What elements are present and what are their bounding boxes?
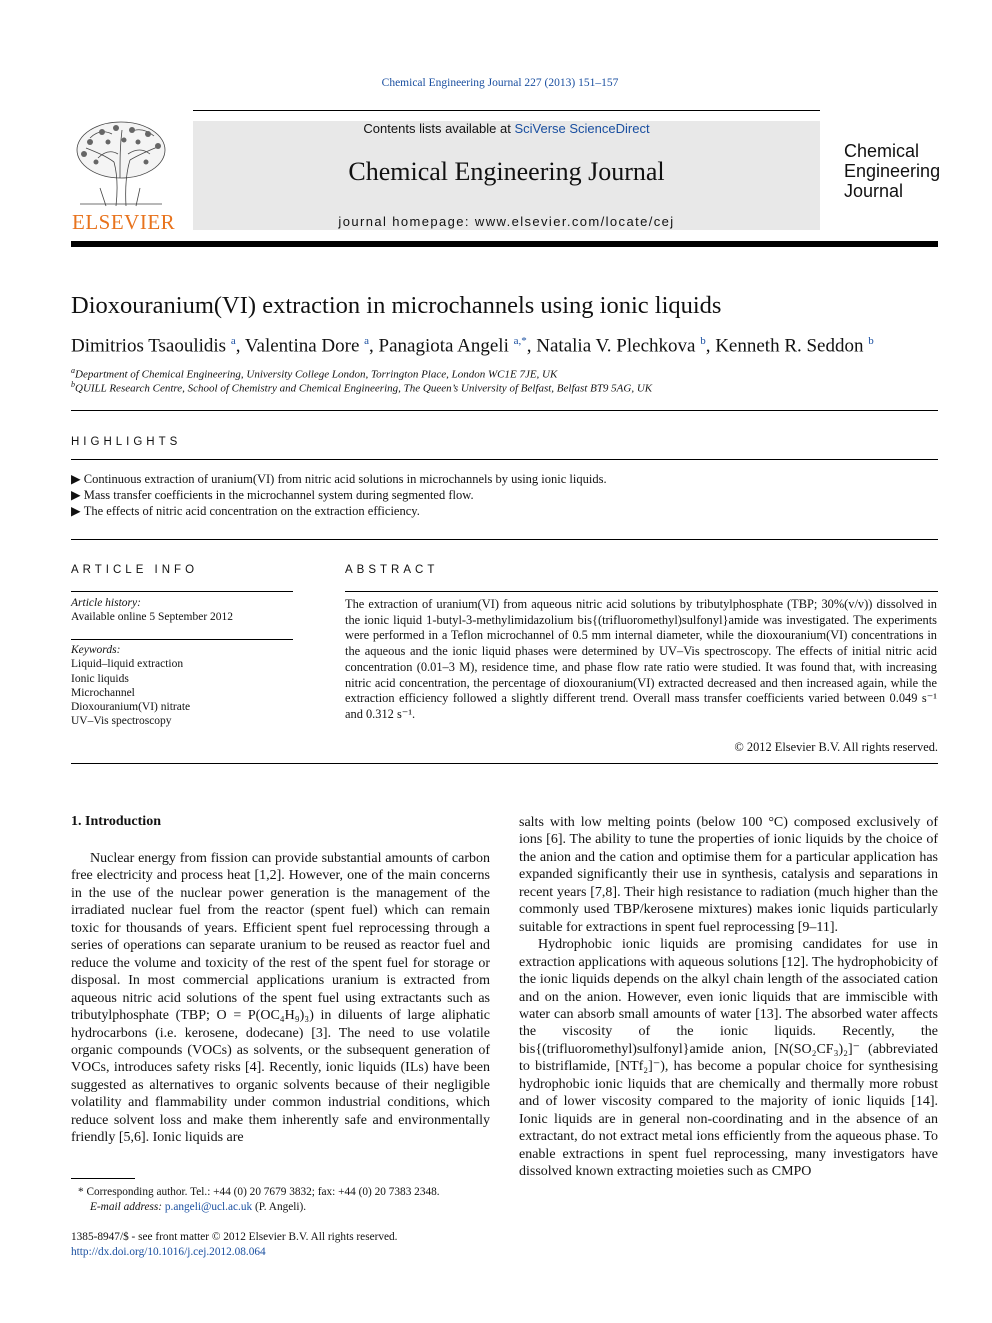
author-affil-mark[interactable]: a <box>364 335 370 347</box>
highlights-rule <box>71 459 938 460</box>
doi-link[interactable]: http://dx.doi.org/10.1016/j.cej.2012.08.064 <box>71 1246 266 1258</box>
keywords-rule <box>71 639 293 640</box>
journal-citation[interactable]: Chemical Engineering Journal 227 (2013) 151–157 <box>381 77 619 89</box>
keyword: Dioxouranium(VI) nitrate <box>71 701 191 714</box>
journal-title: Chemical Engineering Journal <box>348 157 665 186</box>
corresponding-footnote: * Corresponding author. Tel.: +44 (0) 20 7679 3832; fax: +44 (0) 20 7383 2348. <box>78 1186 440 1198</box>
highlight-text: The effects of nitric acid concentration on the extraction efficiency. <box>83 504 420 518</box>
issn-line: 1385-8947/$ - see front matter © 2012 Elsevier B.V. All rights reserved. <box>71 1231 398 1243</box>
bullet-triangle-icon: ▶ <box>71 472 84 486</box>
author-name: Dimitrios Tsaoulidis <box>71 335 227 357</box>
body-left-column <box>71 850 490 1147</box>
copyright: © 2012 Elsevier B.V. All rights reserved. <box>734 740 938 754</box>
author-affil-mark[interactable]: b <box>868 335 874 347</box>
journal-logo-line: Journal <box>844 181 904 201</box>
email-link[interactable]: p.angeli@ucl.ac.uk <box>164 1201 253 1213</box>
author-list: Dimitrios Tsaoulidis $^a$, Valentina Dore $^a$, Panagiota Angeli $^{a,*}$, Natalia V. Plechkova $^b$, Kenneth R. Seddon $^b$ <box>71 335 874 357</box>
author-affil-mark[interactable]: b <box>700 335 706 347</box>
author-name: Natalia V. Plechkova <box>536 335 696 357</box>
elsevier-tree-logo <box>70 118 172 208</box>
keywords-block <box>71 643 190 729</box>
article-info-heading: ARTICLE INFO <box>71 564 199 576</box>
email-suffix: (P. Angeli). <box>252 1201 307 1213</box>
history-value: Available online 5 September 2012 <box>71 611 234 624</box>
author-name: Kenneth R. Seddon <box>715 335 864 357</box>
keyword: Microchannel <box>71 686 135 699</box>
keyword: UV–Vis spectroscopy <box>71 715 172 728</box>
contents-line <box>193 121 820 136</box>
highlight-item <box>71 487 474 503</box>
history-label: Article history: <box>71 597 141 609</box>
footnote-rule <box>71 1178 135 1179</box>
author-affil-mark[interactable]: a,* <box>513 335 527 347</box>
elsevier-logo-text: ELSEVIER <box>72 210 176 234</box>
abstract-heading: ABSTRACT <box>345 564 439 576</box>
contents-prefix: Contents lists available at <box>363 121 515 136</box>
keyword: Ionic liquids <box>71 672 129 685</box>
author-name: Valentina Dore <box>244 335 360 357</box>
sciencedirect-link[interactable]: SciVerse ScienceDirect <box>514 121 650 136</box>
highlights-bottom-rule <box>71 539 938 540</box>
abstract-text: The extraction of uranium(VI) from aqueous nitric acid solutions by tributylphosphate (TBP; 30%(v/v)) dissolved in the ionic liquid 1-butyl-3-methylimidazolium bis{(trifluoromethyl)sulfonyl}amide was investigated. The experiments were performed in a Teflon microchannel of 0.5 mm internal diameter, while the dioxouranium(VI) concentrations in the aqueous and the ionic liquid phases were determined by UV–Vis spectroscopy. The effects of initial nitric acid concentration (0.01–3 M), residence time, and phase flow rate ratio were studied. It was found that, with increasing nitric acid concentration, the percentage of dioxouranium(VI) extracted decreased and then increased again, while the extraction efficiency followed a slightly different trend. Overall mass transfer coefficients varied between 0.049 s⁻¹ and 0.312 s⁻¹. <box>345 597 937 721</box>
section-heading: 1. Introduction <box>71 814 161 829</box>
journal-banner <box>193 121 820 230</box>
abstract-rule <box>345 591 938 592</box>
highlights-heading: HIGHLIGHTS <box>71 436 182 448</box>
affiliation-mark: b <box>71 380 75 389</box>
affiliation <box>71 380 652 395</box>
affiliation-mark: a <box>71 366 75 375</box>
bullet-triangle-icon: ▶ <box>71 504 84 518</box>
header-top-rule <box>193 110 820 111</box>
keywords-label: Keywords: <box>71 644 121 656</box>
body-paragraph: Hydrophobic ionic liquids are promising candidates for use in extraction applications with aqueous solutions [12]. The hydrophobicity of the ionic liquids depends on the alkyl chain length of the associated cation and on the anion. However, even ionic liquids that are immiscible with water can absorb small amounts of water [13]. The absorbed water affects the viscosity of the ionic liquids. Recently, the bis{(trifluoromethyl)sulfonyl}amide anion, [N(SO₂CF₃)₂]⁻ (abbreviated to bistriflamide, [NTf₂]⁻), has become a popular choice for synthesising hydrophobic ionic liquids that are chemically and thermally more robust and of lower viscosity compared to the majority of ionic liquids [14]. Ionic liquids are in general non-coordinating and in the absence of an extractant, do not extract metal ions efficiently from the aqueous phase. To enable extractions in spent fuel reprocessing, many investigators have dissolved known extracting moieties such as CMPO <box>519 937 938 1180</box>
highlight-text: Continuous extraction of uranium(VI) from nitric acid solutions in microchannels by using ionic liquids. <box>83 472 607 486</box>
email-label: E-mail address: <box>90 1201 163 1213</box>
journal-homepage[interactable]: journal homepage: www.elsevier.com/locate/cej <box>338 214 675 229</box>
body-right-column <box>519 814 938 1181</box>
header-thick-rule <box>71 241 938 247</box>
body-paragraph: salts with low melting points (below 100 °C) composed exclusively of ions [6]. The ability to tune the properties of ionic liquids by the choice of the anion and the cation and optimise them for a particular application has expanded significantly their use in synthesis, catalysis and separations in recent years [7,8]. Their high resistance to radiation (much higher than the commonly used TBP/kerosene mixtures) makes ionic liquids particularly suitable for extractions in spent fuel reprocessing [9–11]. <box>519 815 938 935</box>
author-name: Panagiota Angeli <box>378 335 509 357</box>
email-footnote <box>90 1200 306 1215</box>
journal-logo-line: Chemical <box>844 141 920 161</box>
article-title: Dioxouranium(VI) extraction in microchannels using ionic liquids <box>71 292 722 319</box>
body-paragraph: Nuclear energy from fission can provide substantial amounts of carbon free electricity and process heat [1,2]. However, one of the main concerns in the use of the nuclear power generation is the management of the irradiated nuclear fuel from the reactor (spent fuel) which can remain toxic for thousands of years. Efficient spent fuel reprocessing through a series of operations can separate uranium to be reused as reactor fuel and reduce the volume and toxicity of the rest of the spent fuel for storage or disposal. In most commercial applications uranium is extracted from aqueous nitric acid solutions of the spent fuel using extractants such as tributylphosphate (TBP; O = P(OC₄H₉)₃) in diluents of large aliphatic hydrocarbons (i.e. kerosene, dodecane) [3]. The need to use volatile organic compounds (VOCs) as solvents, or the subsequent generation of VOCs, introduces safety risks [4]. Recently, ionic liquids (ILs) have been suggested as alternatives to organic solvents because of their negligible volatility and flammability under common industrial conditions, which reduce solvent loss and make them inherently safe and environmentally friendly [5,6]. Ionic liquids are <box>71 851 490 1146</box>
article-info-rule <box>71 591 293 592</box>
journal-logo-line: Engineering <box>844 161 941 181</box>
highlight-item <box>71 503 420 519</box>
keyword: Liquid–liquid extraction <box>71 658 184 671</box>
highlight-text: Mass transfer coefficients in the microchannel system during segmented flow. <box>83 488 474 502</box>
bullet-triangle-icon: ▶ <box>71 488 84 502</box>
abstract-bottom-rule <box>71 763 938 764</box>
affiliation-rule <box>71 410 938 411</box>
author-affil-mark[interactable]: a <box>230 335 236 347</box>
highlight-item <box>71 471 607 487</box>
affiliation-text: Department of Chemical Engineering, University College London, Torrington Place, London WC1E 7JE, UK <box>75 368 558 381</box>
journal-logo <box>844 141 940 201</box>
affiliation <box>71 366 557 381</box>
article-history <box>71 596 233 625</box>
affiliation-text: QUILL Research Centre, School of Chemistry and Chemical Engineering, The Queen’s University of Belfast, Belfast BT9 5AG, UK <box>75 382 653 395</box>
